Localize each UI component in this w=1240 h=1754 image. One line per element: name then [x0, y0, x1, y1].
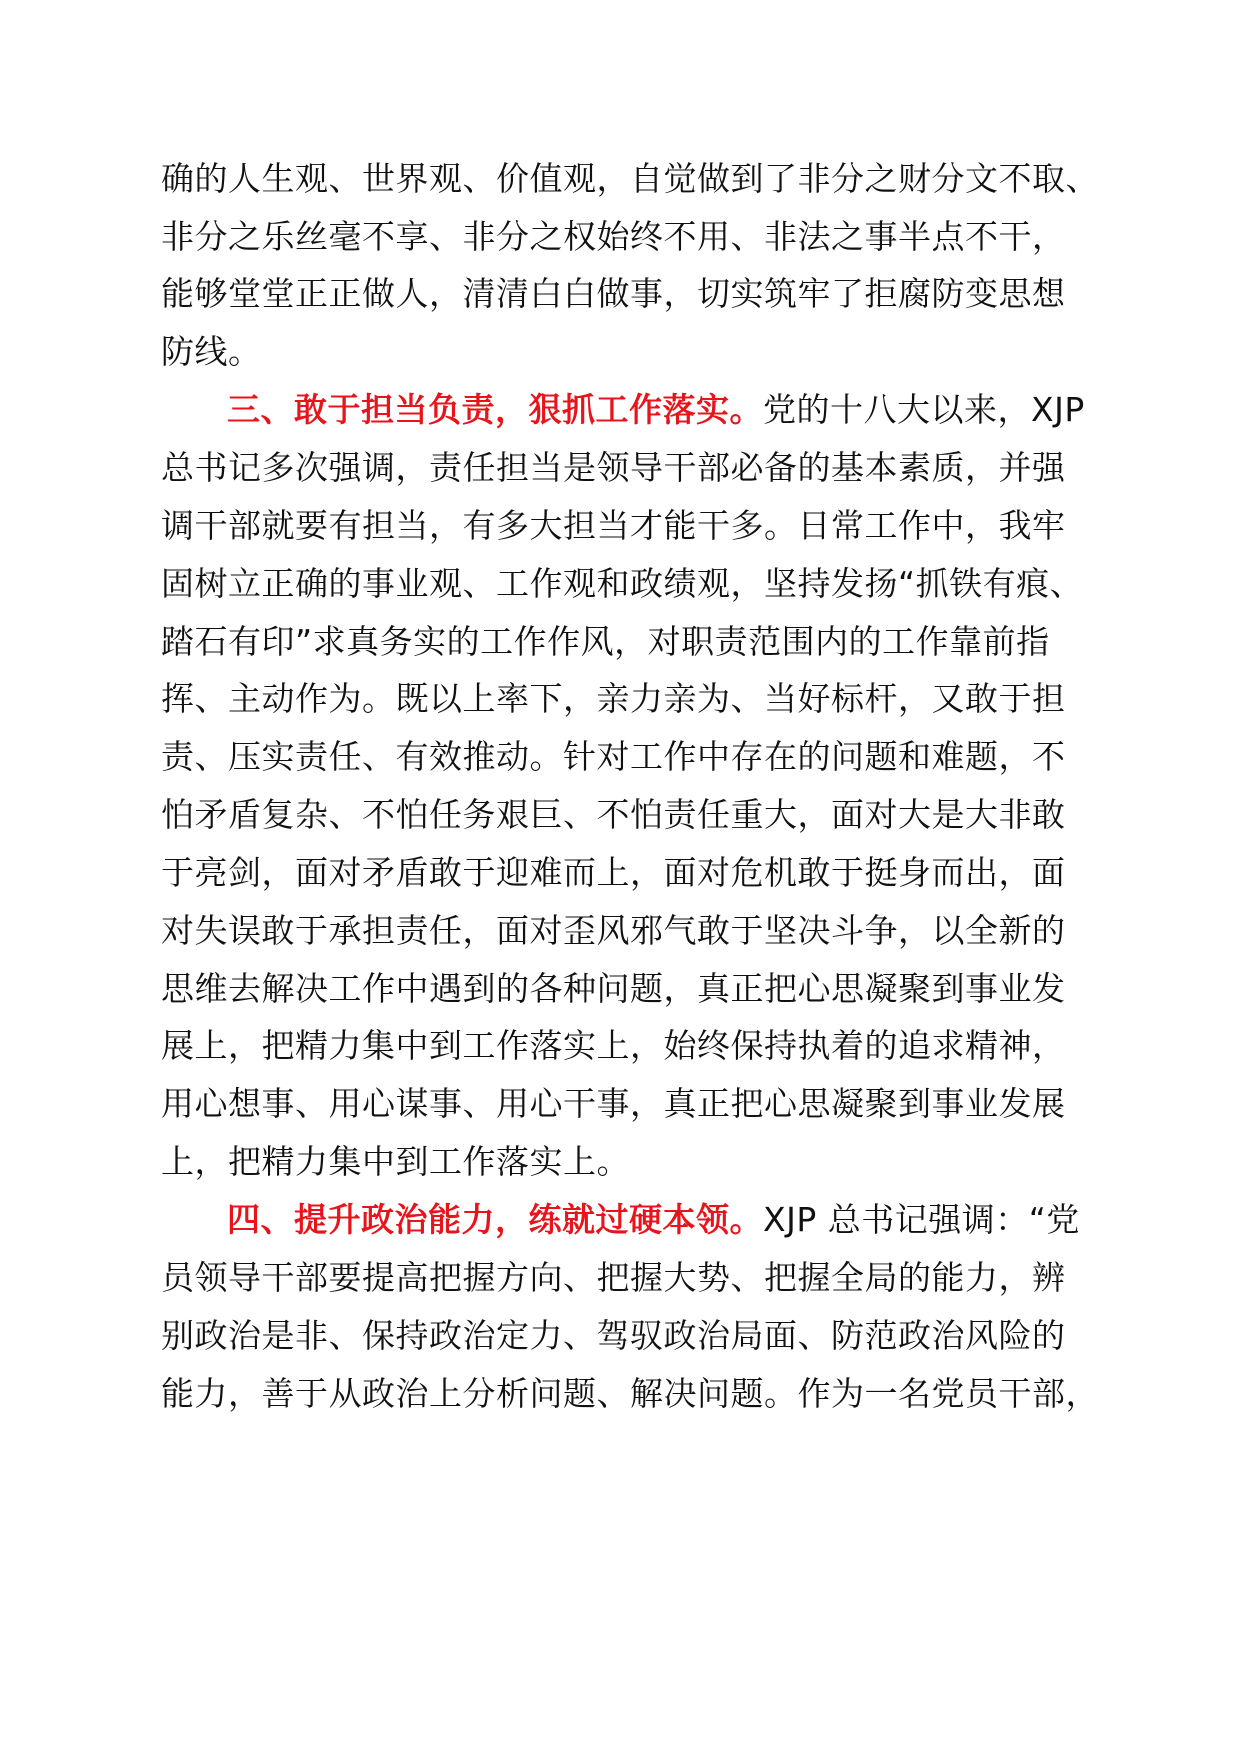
- line-text: 怕矛盾复杂、不怕任务艰巨、不怕责任重大，面对大是大非敢: [161, 795, 1066, 834]
- line-text: 能力，善于从政治上分析问题、解决问题。作为一名党员干部，: [161, 1374, 1099, 1413]
- text-line-21: [161, 1304, 1121, 1368]
- line-text: 防线。: [161, 332, 262, 371]
- text-line-3: [161, 262, 1121, 326]
- text-line-6: [161, 436, 1121, 500]
- line-text: 党的十八大以来，XJP: [763, 390, 1085, 429]
- line-text: 确的人生观、世界观、价值观，自觉做到了非分之财分文不取、: [161, 159, 1099, 198]
- line-text: 固树立正确的事业观、工作观和政绩观，坚持发扬“抓铁有痕、: [161, 564, 1084, 603]
- line-text: 调干部就要有担当，有多大担当才能干多。日常工作中，我牢: [161, 506, 1066, 545]
- text-line-11: [161, 725, 1121, 789]
- text-line-17: [161, 1072, 1121, 1136]
- text-line-20: [161, 1246, 1121, 1310]
- section-3-first-line: [227, 378, 1121, 442]
- text-line-18: [161, 1130, 1121, 1194]
- text-line-16: [161, 1014, 1121, 1078]
- line-text: 展上，把精力集中到工作落实上，始终保持执着的追求精神，: [161, 1026, 1066, 1065]
- text-line-8: [161, 552, 1121, 616]
- line-text: 上，把精力集中到工作落实上。: [161, 1142, 630, 1181]
- line-text: 别政治是非、保持政治定力、驾驭政治局面、防范政治风险的: [161, 1316, 1066, 1355]
- line-text: 对失误敢于承担责任，面对歪风邪气敢于坚决斗争，以全新的: [161, 911, 1066, 950]
- text-line-7: [161, 494, 1121, 558]
- line-text: 于亮剑，面对矛盾敢于迎难而上，面对危机敢于挺身而出，面: [161, 853, 1066, 892]
- line-text: 总书记多次强调，责任担当是领导干部必备的基本素质，并强: [161, 448, 1066, 487]
- section-3-heading: 三、敢于担当负责，狠抓工作落实。: [227, 390, 763, 429]
- text-line-14: [161, 899, 1121, 963]
- line-text: 能够堂堂正正做人，清清白白做事，切实筑牢了拒腐防变思想: [161, 274, 1066, 313]
- text-line-10: [161, 667, 1121, 731]
- line-text: 挥、主动作为。既以上率下，亲力亲为、当好标杆，又敢于担: [161, 679, 1066, 718]
- text-line-12: [161, 783, 1121, 847]
- line-text: XJP 总书记强调：“党: [763, 1200, 1080, 1239]
- line-text: 非分之乐丝毫不享、非分之权始终不用、非法之事半点不干，: [161, 217, 1066, 256]
- line-text: 用心想事、用心谋事、用心干事，真正把心思凝聚到事业发展: [161, 1084, 1066, 1123]
- text-line-1: [161, 147, 1121, 211]
- section-4-heading: 四、提升政治能力，练就过硬本领。: [227, 1200, 763, 1239]
- text-line-9: [161, 610, 1121, 674]
- text-line-4: [161, 320, 1121, 384]
- text-line-2: [161, 205, 1121, 269]
- line-text: 踏石有印”求真务实的工作作风，对职责范围内的工作靠前指: [161, 622, 1050, 661]
- text-line-13: [161, 841, 1121, 905]
- line-text: 责、压实责任、有效推动。针对工作中存在的问题和难题，不: [161, 737, 1066, 776]
- text-line-15: [161, 957, 1121, 1021]
- section-4-first-line: [227, 1188, 1121, 1252]
- line-text: 思维去解决工作中遇到的各种问题，真正把心思凝聚到事业发: [161, 969, 1066, 1008]
- line-text: 员领导干部要提高把握方向、把握大势、把握全局的能力，辨: [161, 1258, 1066, 1297]
- text-line-22: [161, 1362, 1121, 1426]
